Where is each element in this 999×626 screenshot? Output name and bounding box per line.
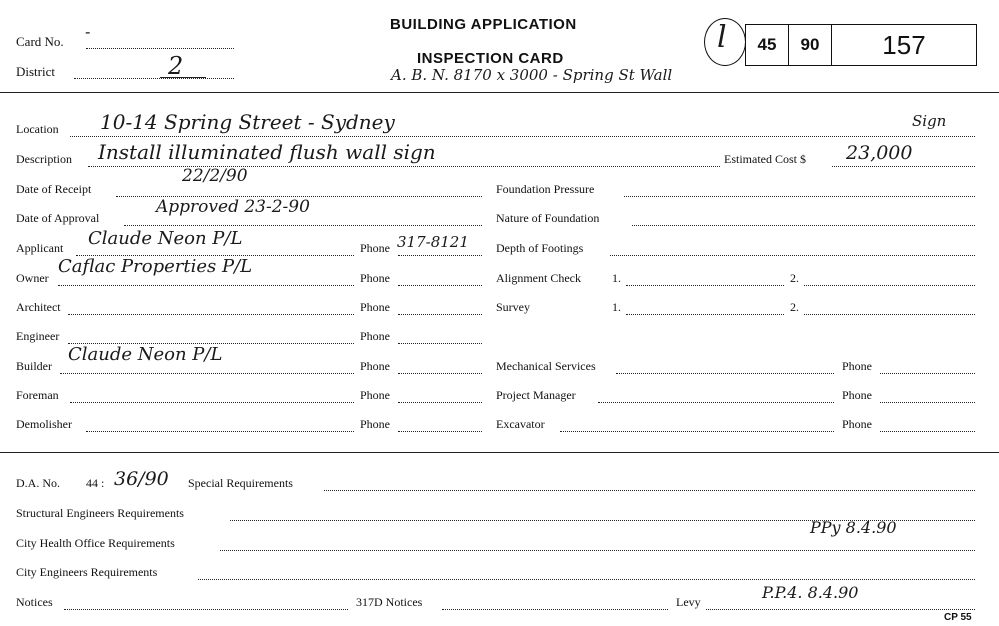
alignment-check-1: 1.: [612, 271, 621, 285]
architect-label: Architect: [16, 300, 61, 314]
excavator-phone-line[interactable]: [880, 431, 975, 432]
location-label: Location: [16, 122, 59, 136]
date-of-approval-label: Date of Approval: [16, 211, 100, 225]
abn-note: A. B. N. 8170 x 3000 - Spring St Wall: [391, 66, 673, 84]
card-no-line[interactable]: [86, 48, 234, 49]
special-requirements-line[interactable]: [324, 490, 975, 491]
alignment-check-label: Alignment Check: [496, 271, 581, 285]
notices-line[interactable]: [64, 609, 348, 610]
header-rule: [0, 92, 999, 93]
nature-of-foundation-line[interactable]: [632, 225, 975, 226]
city-engineers-label: City Engineers Requirements: [16, 565, 158, 579]
da-no-label: D.A. No.: [16, 476, 60, 490]
da-no-printed: 44 :: [86, 476, 105, 490]
estimated-cost-label: Estimated Cost $: [724, 152, 806, 166]
survey-label: Survey: [496, 300, 530, 314]
date-of-approval-line[interactable]: [124, 225, 482, 226]
date-of-approval-value: Approved 23-2-90: [156, 197, 310, 217]
applicant-label: Applicant: [16, 241, 64, 255]
depth-of-footings-line[interactable]: [610, 255, 975, 256]
nature-of-foundation-label: Nature of Foundation: [496, 211, 600, 225]
applicant-phone-label: Phone: [360, 241, 390, 255]
foreman-label: Foreman: [16, 388, 59, 402]
district-underline: [160, 77, 206, 78]
card-no-label: Card No.: [16, 34, 64, 49]
owner-value: Caflac Properties P/L: [58, 256, 253, 277]
section-rule: [0, 452, 999, 453]
card-no-mark: -: [85, 22, 91, 41]
levy-line[interactable]: [706, 609, 975, 610]
engineer-phone-line[interactable]: [398, 343, 482, 344]
foundation-pressure-line[interactable]: [624, 196, 975, 197]
city-health-line[interactable]: [220, 550, 975, 551]
alignment-check-2-line[interactable]: [804, 285, 975, 286]
alignment-check-1-line[interactable]: [626, 285, 784, 286]
applicant-phone-value: 317-8121: [397, 233, 469, 251]
foreman-line[interactable]: [70, 402, 354, 403]
box-45: 45: [745, 24, 789, 66]
project-manager-line[interactable]: [598, 402, 834, 403]
alignment-check-2: 2.: [790, 271, 799, 285]
city-health-label: City Health Office Requirements: [16, 536, 175, 550]
description-value: Install illuminated flush wall sign: [98, 140, 436, 164]
notices-label: Notices: [16, 595, 53, 609]
demolisher-line[interactable]: [86, 431, 354, 432]
project-manager-phone-line[interactable]: [880, 402, 975, 403]
project-manager-label: Project Manager: [496, 388, 576, 402]
demolisher-label: Demolisher: [16, 417, 72, 431]
box-157: 157: [831, 24, 977, 66]
mechanical-services-label: Mechanical Services: [496, 359, 596, 373]
survey-2: 2.: [790, 300, 799, 314]
location-line[interactable]: [70, 136, 975, 137]
survey-2-line[interactable]: [804, 314, 975, 315]
title-line-1: BUILDING APPLICATION: [390, 16, 577, 33]
city-health-value: PPy 8.4.90: [810, 518, 897, 537]
date-of-receipt-label: Date of Receipt: [16, 182, 92, 196]
form-code: CP 55: [944, 612, 972, 623]
applicant-value: Claude Neon P/L: [88, 228, 243, 249]
foundation-pressure-label: Foundation Pressure: [496, 182, 595, 196]
levy-label: Levy: [676, 595, 701, 609]
estimated-cost-line[interactable]: [832, 166, 975, 167]
mechanical-phone-label: Phone: [842, 359, 872, 373]
builder-label: Builder: [16, 359, 52, 373]
owner-phone-label: Phone: [360, 271, 390, 285]
owner-line[interactable]: [58, 285, 354, 286]
survey-1-line[interactable]: [626, 314, 784, 315]
location-value: 10-14 Spring Street - Sydney: [100, 110, 395, 134]
project-manager-phone-label: Phone: [842, 388, 872, 402]
builder-value: Claude Neon P/L: [68, 344, 223, 365]
description-label: Description: [16, 152, 72, 166]
depth-of-footings-label: Depth of Footings: [496, 241, 584, 255]
mechanical-phone-line[interactable]: [880, 373, 975, 374]
title-line-2: INSPECTION CARD: [417, 50, 564, 67]
applicant-phone-line[interactable]: [398, 255, 482, 256]
demolisher-phone-label: Phone: [360, 417, 390, 431]
structural-engineers-label: Structural Engineers Requirements: [16, 506, 184, 520]
district-value: 2: [168, 52, 184, 80]
excavator-label: Excavator: [496, 417, 545, 431]
excavator-line[interactable]: [560, 431, 834, 432]
date-of-receipt-value: 22/2/90: [182, 166, 248, 186]
engineer-phone-label: Phone: [360, 329, 390, 343]
city-engineers-line[interactable]: [198, 579, 975, 580]
notices-317d-line[interactable]: [442, 609, 668, 610]
owner-phone-line[interactable]: [398, 285, 482, 286]
estimated-cost-value: 23,000: [846, 142, 913, 164]
architect-line[interactable]: [68, 314, 354, 315]
engineer-label: Engineer: [16, 329, 60, 343]
builder-phone-line[interactable]: [398, 373, 482, 374]
architect-phone-label: Phone: [360, 300, 390, 314]
builder-line[interactable]: [60, 373, 354, 374]
da-no-value: 36/90: [114, 468, 169, 490]
levy-value: P.P.4. 8.4.90: [762, 583, 859, 602]
location-margin-note: Sign: [912, 112, 947, 130]
special-requirements-label: Special Requirements: [188, 476, 293, 490]
architect-phone-line[interactable]: [398, 314, 482, 315]
survey-1: 1.: [612, 300, 621, 314]
builder-phone-label: Phone: [360, 359, 390, 373]
mechanical-services-line[interactable]: [616, 373, 834, 374]
owner-label: Owner: [16, 271, 49, 285]
excavator-phone-label: Phone: [842, 417, 872, 431]
circled-mark-text: l: [717, 20, 727, 55]
foreman-phone-line[interactable]: [398, 402, 482, 403]
district-line[interactable]: [74, 78, 234, 79]
demolisher-phone-line[interactable]: [398, 431, 482, 432]
foreman-phone-label: Phone: [360, 388, 390, 402]
box-90: 90: [788, 24, 832, 66]
district-label: District: [16, 64, 55, 79]
notices-317d-label: 317D Notices: [356, 595, 423, 609]
